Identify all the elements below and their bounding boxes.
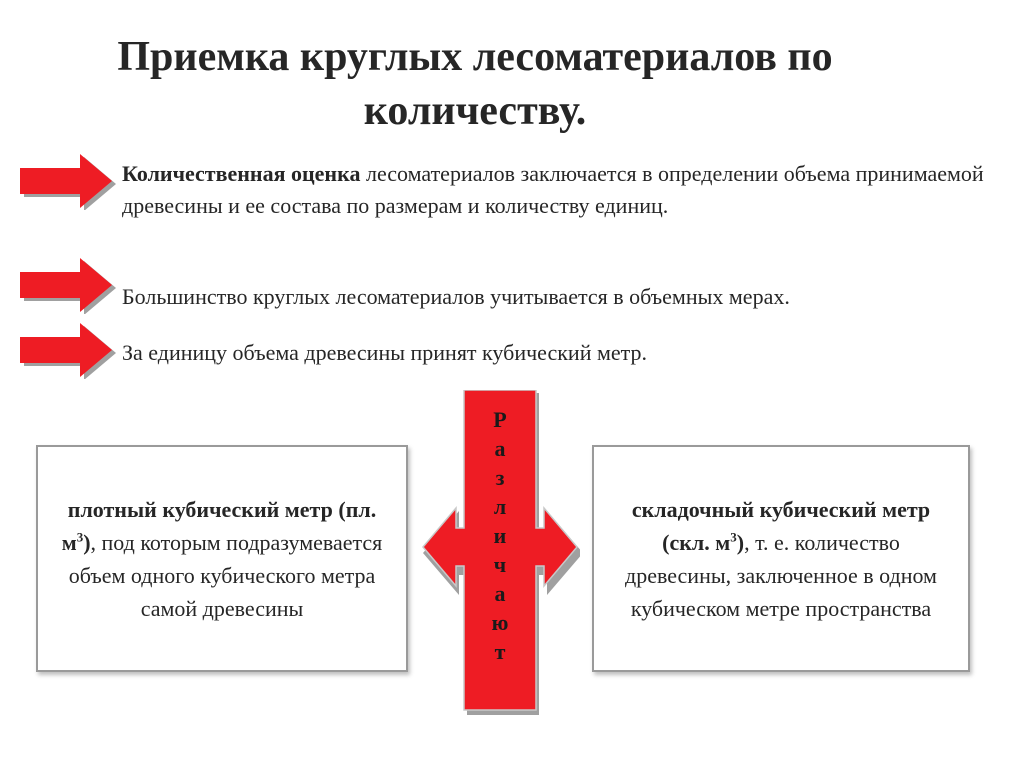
bullet-3	[122, 337, 1002, 369]
stacked-cubic-meter-box	[592, 445, 970, 672]
bullet-1-text: лесоматериалов заключается в определении объема принимаемой древесины и ее состава по размерам и количеству единиц.	[122, 161, 984, 218]
vertical-letter: ю	[491, 610, 509, 635]
bullet-2-text: Большинство круглых лесоматериалов учитывается в объемных мерах.	[122, 284, 790, 309]
bullet-3-text: За единицу объема древесины принят кубический метр.	[122, 340, 648, 365]
dense-cubic-meter-desc: , под которым подразумевается объем одного кубического метра самой древесины	[68, 529, 383, 621]
vertical-letter: а	[494, 581, 506, 606]
title-line-1: Приемка круглых лесоматериалов по	[117, 34, 833, 80]
bullet-1-bold: Количественная оценка	[122, 161, 361, 186]
dense-cubic-meter-term-end: )	[83, 529, 91, 555]
dense-cubic-meter-sup: 3	[76, 529, 84, 545]
vertical-letter: ч	[493, 552, 507, 577]
vertical-letter: а	[494, 436, 506, 461]
bullet-1	[122, 158, 1002, 222]
page-title	[40, 30, 910, 138]
stacked-cubic-meter-term-end: )	[736, 529, 745, 555]
vertical-letter: з	[495, 465, 505, 490]
dense-cubic-meter-text	[52, 493, 392, 625]
right-arrow-icon	[18, 154, 118, 210]
dense-cubic-meter-box	[36, 445, 408, 672]
dense-cubic-meter-term: плотный кубический метр (пл. м	[61, 496, 377, 555]
vertical-letter: т	[494, 639, 506, 664]
stacked-cubic-meter-term: складочный кубический метр (скл. м	[631, 496, 931, 555]
title-line-2: количеству.	[363, 88, 587, 134]
stacked-cubic-meter-desc: , т. е. количество древесины, заключенное в одном кубическом метре пространства	[625, 529, 937, 621]
stacked-cubic-meter-text	[608, 493, 954, 625]
stacked-cubic-meter-sup: 3	[730, 529, 737, 545]
vertical-letter: Р	[493, 407, 507, 432]
right-arrow-icon	[18, 258, 118, 314]
vertical-letter: л	[493, 494, 507, 519]
distinguish-vertical-label	[466, 405, 534, 666]
right-arrow-icon	[18, 323, 118, 379]
vertical-letter: и	[493, 523, 507, 548]
bullet-2	[122, 281, 1002, 313]
